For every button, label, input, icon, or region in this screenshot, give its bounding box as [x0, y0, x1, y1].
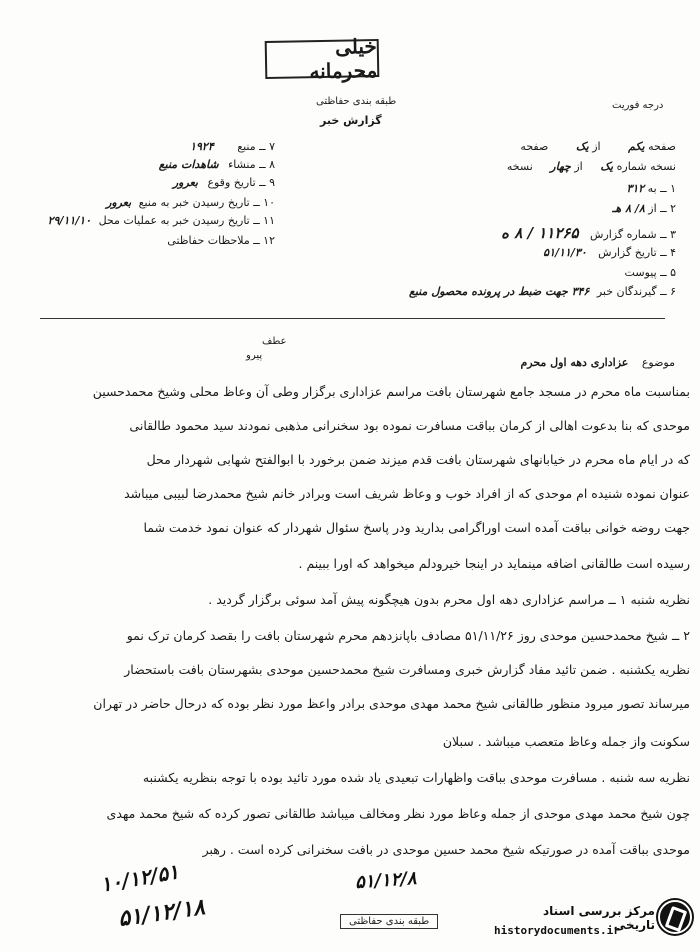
header-divider: [40, 318, 665, 319]
field-attachment: ۵ ــ پیوست: [624, 266, 676, 279]
field-row: [100, 176, 275, 189]
archive-url: historydocuments.ir: [494, 924, 620, 937]
body-line: نظریه شنبه ۱ ــ مراسم عزاداری دهه اول محرم بدون هیچگونه پیش آمد سوئی برگزار گردید .: [208, 592, 690, 607]
footer-classification: طبقه بندی حفاظتی: [340, 914, 438, 929]
body-line: عنوان نموده شنیده ام موحدی که از افراد خوب و وعاظ شریف است وبرادر خانم شیخ محمدرضا لبیبی میباشد: [124, 486, 690, 501]
field-recipients: ۶ ــ گیرندگان خبر ۳۴۶ جهت ضبط در پرونده محصول منبع: [408, 285, 676, 298]
field-value: ۲۹/۱۱/۱۰: [47, 214, 92, 227]
field-value: ۱۹۲۴: [190, 140, 214, 153]
field-label: ۸ ــ منشاء: [228, 158, 275, 171]
field-label: ۱۰ ــ تاریخ رسیدن خبر به منبع: [138, 196, 275, 209]
field-row: [40, 196, 275, 209]
field-to: ۱ ــ به ۳۱۲: [626, 182, 676, 195]
body-line: موحدی بباقت آمده در صورتیکه شیخ محمد حسین موحدی در بافت سخنرانی کرده است . رهبر: [202, 842, 690, 857]
handwritten-mark: ۵۱/۱۲/۸: [354, 867, 418, 894]
handwritten-date: ۵۱/۱۲/۱۸: [116, 894, 207, 932]
body-line: میرساند تصور میرود منظور طالقانی شیخ محمد مهدی موحدی برادر واعظ مورد نظر بوده که درحال حاضر در تهران: [93, 696, 690, 711]
field-report-number: ۳ ــ شماره گزارش ۱۱۲۶۵ / ۸ ه: [501, 224, 676, 242]
field-label: ۱۲ ــ ملاحظات حفاظتی: [167, 234, 275, 247]
field-report-date: ۴ ــ تاریخ گزارش ۵۱/۱۱/۳۰: [543, 246, 676, 259]
field-value: شاهدات منبع: [158, 158, 219, 171]
field-row: [100, 158, 275, 171]
classification-label: طبقه بندی حفاظتی: [316, 96, 397, 107]
subject-line: [300, 356, 675, 369]
body-line: ۲ ــ شیخ محمدحسین موحدی روز ۵۱/۱۱/۲۶ مصادف باپانزدهم محرم شهرستان بافت را بقصد کرمان ترک نمو: [126, 628, 690, 643]
report-title: گزارش خبر: [320, 114, 382, 127]
page-line: صفحه یکم از یک صفحه: [520, 140, 676, 153]
field-row: [100, 234, 275, 247]
body-line: رسیده است طالقانی اضافه مینماید در اینجا خیرودلم میخواهد که اورا ببینم .: [298, 556, 690, 571]
field-label: ۹ ــ تاریخ وقوع: [207, 176, 275, 189]
field-label: ۱۱ ــ تاریخ رسیدن خبر به عملیات محل: [98, 214, 275, 227]
body-line: که در ایام ماه محرم در خیابانهای شهرستان بافت قدم میزند ضمن برخورد با ابوالفتح شهابی شهردار محل: [146, 452, 690, 467]
body-line: نظریه یکشنبه . ضمن تائید مفاد گزارش خبری ومسافرت شیخ محمدحسین موحدی بشهرستان بافت باستحضار: [124, 662, 690, 677]
archive-logo-icon: [658, 900, 692, 934]
margin-note-ref: عطف: [262, 336, 287, 347]
body-line: بمناسبت ماه محرم در مسجد جامع شهرستان بافت مراسم عزاداری برگزار وطی آن وعاظ محلی وشیخ محمدحسین: [92, 384, 690, 399]
field-label: ۷ ــ منبع: [237, 140, 275, 153]
subject-value: عزاداری دهه اول محرم: [520, 356, 629, 369]
margin-note-followup: پیرو: [246, 350, 263, 361]
archive-name: مرکز بررسی اسناد تاریخی: [543, 904, 655, 932]
field-value: بعرور: [172, 176, 198, 189]
body-line: موحدی که بنا بدعوت اهالی از کرمان بباقت مسافرت نموده بود سخنرانی مذهبی نمودند سید محمود طالقانی: [129, 418, 690, 433]
field-value: بعرور: [106, 196, 132, 209]
field-from: ۲ ــ از ۸/ ۸ هـ: [612, 202, 676, 215]
copy-line: نسخه شماره یک از چهار نسخه: [506, 160, 676, 173]
priority-label: درجه فوریت: [612, 100, 664, 111]
field-row: [10, 214, 275, 227]
handwritten-date: ۱۰/۱۲/۵۱: [98, 859, 181, 897]
subject-label: موضوع: [641, 356, 675, 369]
body-line: چون شیخ محمد مهدی موحدی از جمله وعاظ مورد نظر ومخالف میباشد طالقانی تصور کرده که شیخ محمد مهدی: [106, 806, 690, 821]
body-line: سکونت واز جمله وعاظ متعصب میباشد . سبلان: [442, 734, 690, 749]
classification-stamp: خیلی محرمانه: [265, 39, 380, 79]
body-line: نظریه سه شنبه . مسافرت موحدی بباقت واظهارات تبعیدی یاد شده مورد تائید بوده با توجه بنظریه یکشنبه: [142, 770, 690, 785]
field-row: [100, 140, 275, 153]
body-line: جهت روضه خوانی بباقت آمده است اوراگرامی بدارید ودر پاسخ سئوال شهردار که عنوان نمود خدمت شما: [143, 520, 690, 535]
